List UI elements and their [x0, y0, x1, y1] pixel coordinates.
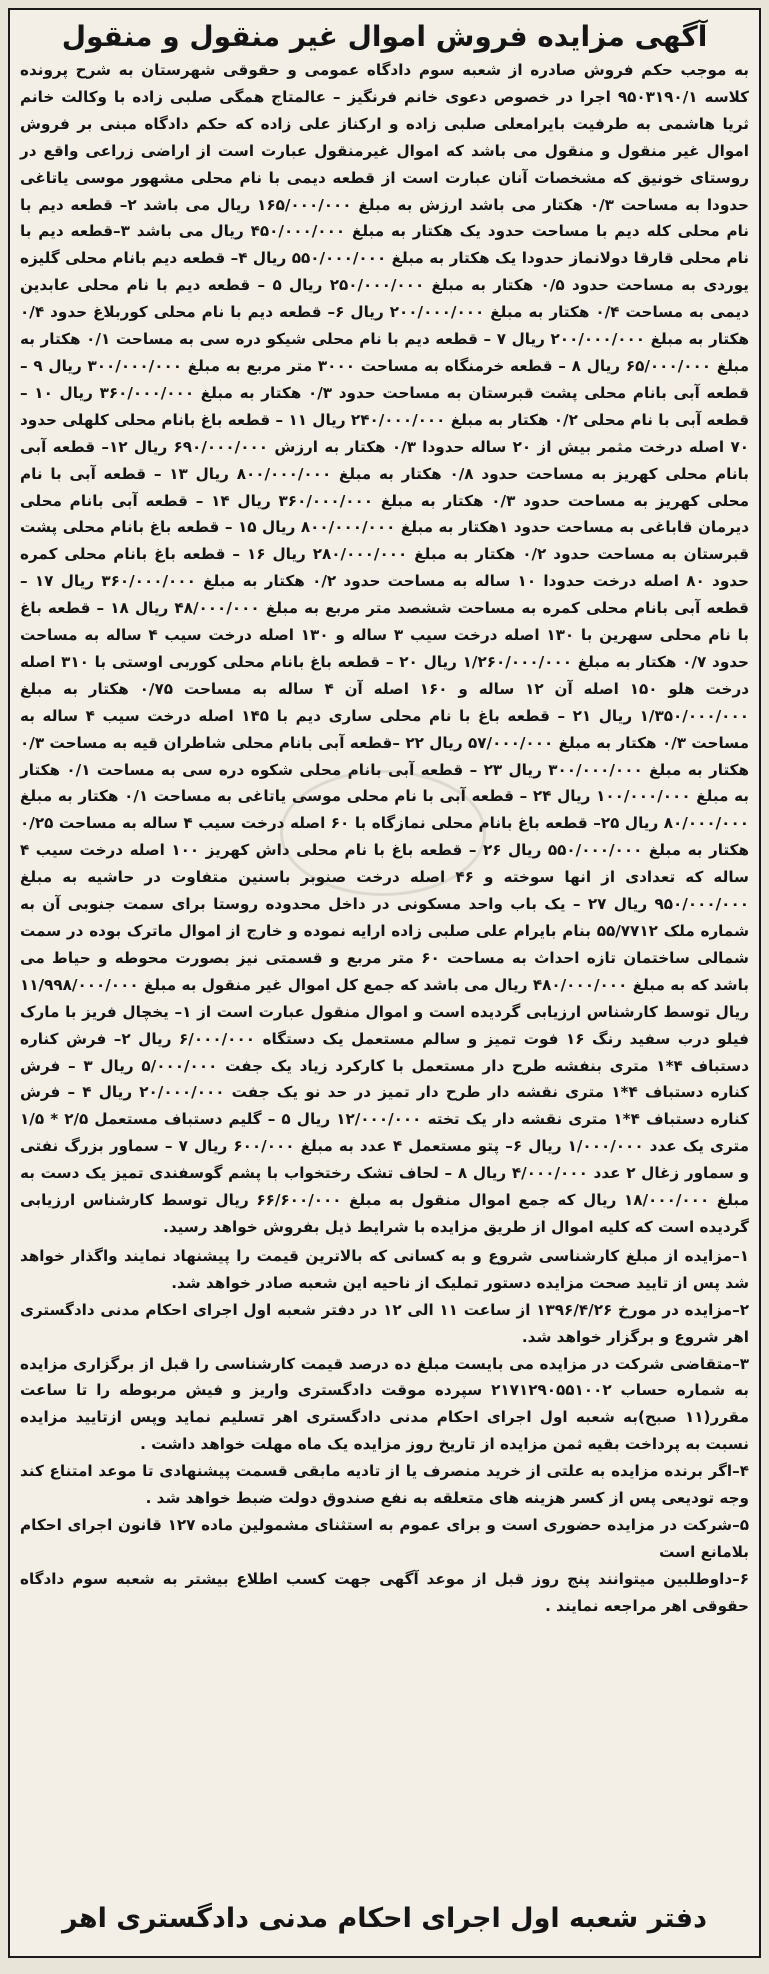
issuer-signature: دفتر شعبه اول اجرای احکام مدنی دادگستری اهر	[62, 1903, 707, 1934]
notice-page	[8, 8, 761, 1958]
condition-item: ۱–مزایده از مبلغ کارشناسی شروع و به کسانی که بالاترین قیمت را پیشنهاد نمایند واگذار خواهد شد پس از تایید صحت مزایده دستور تملیک از ناحیه این شعبه صادر خواهد شد.	[20, 1246, 749, 1292]
condition-item: ۴–اگر برنده مزایده به علتی از خرید منصرف یا از تادیه مابقی قسمت پیشنهادی تا موعد امتناع کند وجه تودیعی پس از کسر هزینه های متعلقه به نفع صندوق دولت ضبط خواهد شد .	[20, 1462, 749, 1508]
notice-title: آگهی مزایده فروش اموال غیر منقول و منقول	[61, 20, 708, 53]
condition-item: ۲–مزایده در مورخ ۱۳۹۶/۴/۲۶ از ساعت ۱۱ الی ۱۲ در دفتر شعبه اول اجرای احکام مدنی دادگستری اهر شروع و برگزار خواهد شد.	[20, 1300, 750, 1346]
condition-item: ۵–شرکت در مزایده حضوری است و برای عموم به استثنای مشمولین ماده ۱۲۷ قانون اجرای احکام بلامانع است	[20, 1515, 749, 1561]
condition-item: ۳–متقاضی شرکت در مزایده می بایست مبلغ ده درصد قیمت کارشناسی را قبل از برگزاری مزایده به شماره حساب ۲۱۷۱۲۹۰۵۵۱۰۰۲ سپرده موقت دادگستری واریز و فیش مربوطه را تا ساعت مقرر(۱۱ صبح)به شعبه اول اجرای احکام مدنی دادگستری اهر تسلیم نماید وپس ازتایید مزایده نسبت به پرداخت بقیه ثمن مزایده از تاریخ روز مزایده یک ماه مهلت خواهد داشت .	[20, 1354, 749, 1454]
faint-stamp-watermark	[280, 770, 486, 896]
condition-item: ۶–داوطلبین میتوانند پنج روز قبل از موعد آگهی جهت کسب اطلاع بیشتر به شعبه سوم دادگاه حقوقی اهر مراجعه نمایند .	[20, 1569, 749, 1615]
auction-conditions	[20, 1243, 749, 1620]
notice-intro-paragraph: به موجب حکم فروش صادره از شعبه سوم دادگاه عمومی و حقوقی شهرستان به شرح پرونده کلاسه ۹۵۰۳۱۹۰/۱ اجرا در خصوص دعوی خانم فرنگیز – عالمتاج همگی صلبی زاده با وکالت خانم ثریا هاشمی به طرفیت بایرامعلی صلبی زاده و ارکناز علی زاده که حکم دادگاه مبنی بر فروش اموال غیر منقول و منقول می باشد که اموال غیرمنقول عبارت است از اراضی زراعی واقع در روستای خونیق که مشخصات آنان عبارت است از قطعه دیمی با نام محلی مشهور موسی یاتاغی حدودا به مساحت ۰/۳ هکتار می باشد ارزش به مبلغ ۱۶۵/۰۰۰/۰۰۰ ریال می باشد ۲– قطعه دیم با نام محلی کله دیم با مساحت حدود یک هکتار به مبلغ ۴۵۰/۰۰۰/۰۰۰ ریال می باشد ۳–قطعه دیم با نام محلی قارقا دولانماز حدودا یک هکتار به مبلغ ۵۵۰/۰۰۰/۰۰۰ ریال ۴– قطعه دیم بانام محلی گلیزه یوردی به مساحت حدود ۰/۵ هکتار به مبلغ ۲۵۰/۰۰۰/۰۰۰ ریال ۵ – قطعه دیم با نام محلی عابدین دیمی به مساحت ۰/۴ هکتار به مبلغ ۲۰۰/۰۰۰/۰۰۰ ریال ۶– قطعه دیم با نام محلی کوربلاغ حدود ۰/۴ هکتار به مبلغ ۲۰۰/۰۰۰/۰۰۰ ریال ۷ – قطعه دیم با نام محلی شیکو دره سی به مساحت ۰/۱ هکتار به مبلغ ۶۵/۰۰۰/۰۰۰ ریال ۸ – قطعه خرمنگاه به مساحت ۳۰۰۰ متر مربع به مبلغ ۳۰۰/۰۰۰/۰۰۰ ریال ۹ – قطعه آبی بانام محلی پشت قبرستان به مساحت حدود ۰/۳ هکتار به مبلغ ۳۶۰/۰۰۰/۰۰۰ ریال ۱۰ – قطعه آبی با نام محلی ۰/۲ هکتار به مبلغ ۲۴۰/۰۰۰/۰۰۰ ریال ۱۱ – قطعه باغ بانام محلی کلهلی حدود ۷۰ اصله درخت مثمر بیش از ۲۰ ساله حدودا ۰/۳ هکتار به ارزش ۶۹۰/۰۰۰/۰۰۰ ریال ۱۲– قطعه آبی بانام محلی کهریز به مساحت حدود ۰/۸ هکتار به مبلغ ۸۰۰/۰۰۰/۰۰۰ ریال ۱۳ – قطعه آبی با نام محلی کهریز به مساحت حدود ۰/۳ هکتار به مبلغ ۳۶۰/۰۰۰/۰۰۰ ریال ۱۴ – قطعه آبی بانام محلی دیرمان قاباغی به مساحت حدود ۱هکتار به مبلغ ۸۰۰/۰۰۰/۰۰۰ ریال ۱۵ – قطعه باغ بانام محلی پشت قبرستان به مساحت حدود ۰/۲ هکتار به مبلغ ۲۸۰/۰۰۰/۰۰۰ ریال ۱۶ – قطعه باغ بانام محلی کمره حدود ۸۰ اصله درخت حدودا ۱۰ ساله به مساحت حدود ۰/۲ هکتار به مبلغ ۳۶۰/۰۰۰/۰۰۰ ریال ۱۷ – قطعه آبی بانام محلی کمره به مساحت ششصد متر مربع به مبلغ ۴۸/۰۰۰/۰۰۰ ریال ۱۸ – قطعه باغ با نام محلی سهرین با ۱۳۰ اصله درخت سیب ۳ ساله و ۱۳۰ اصله درخت سیب ۴ ساله به مساحت حدود ۰/۷ هکتار به مبلغ ۱/۲۶۰/۰۰۰/۰۰۰ ریال ۲۰ – قطعه باغ بانام محلی کوربی اوستی با ۳۱۰ اصله درخت هلو ۱۵۰ اصله آن ۱۲ ساله و ۱۶۰ اصله آن ۴ ساله به مساحت ۰/۷۵ هکتار به مبلغ ۱/۳۵۰/۰۰۰/۰۰۰ ریال ۲۱ – قطعه باغ با نام محلی ساری دیم با ۱۴۵ اصله درخت سیب ۴ ساله به مساحت ۰/۳ هکتار به مبلغ ۵۷/۰۰۰/۰۰۰ ریال ۲۲ –قطعه آبی بانام محلی شاطران قیه به مساحت ۰/۳ هکتار به مبلغ ۳۰۰/۰۰۰/۰۰۰ ریال ۲۳ – قطعه آبی بانام محلی شکوه دره سی به مساحت ۰/۱ هکتار به مبلغ ۱۰۰/۰۰۰/۰۰۰ ریال ۲۴ – قطعه آبی با نام محلی موسی یاتاغی به مساحت ۰/۱ هکتار به مبلغ ۸۰/۰۰۰/۰۰۰ ریال ۲۵– قطعه باغ بانام محلی نمازگاه با ۶۰ اصله درخت سیب ۴ ساله به مساحت ۰/۲۵ هکتار به مبلغ ۵۵۰/۰۰۰/۰۰۰ ریال ۲۶ – قطعه باغ با نام محلی داش کهریز ۱۰۰ اصله درخت سیب ۴ ساله که تعدادی از انها سوخته و ۴۶ اصله درخت صنوبر باسنین متفاوت در حاشیه به مبلغ ۹۵۰/۰۰۰/۰۰۰ ریال ۲۷ – یک باب واحد مسکونی در داخل محدوده روستا برای سمت جنوبی آن به شماره ملک ۵۵/۷۷۱۲ بنام بایرام علی صلبی زاده ارایه نموده و خارج از اموال ماترک بوده در سمت شمالی ساختمان تازه احداث به مساحت ۶۰ متر مربع و قسمتی نیز بصورت محوطه و حیاط می باشد که به مبلغ ۴۸۰/۰۰۰/۰۰۰ ریال می باشد که جمع کل اموال غیر منقول به مبلغ ۱۱/۹۹۸/۰۰۰/۰۰۰ ریال توسط کارشناس ارزیابی گردیده است و اموال منقول عبارت است از ۱– یخچال فریز با مارک فیلو درب سفید رنگ ۱۶ فوت تمیز و سالم مستعمل یک دستگاه ۶/۰۰۰/۰۰۰ ریال ۲– فرش کناره دستباف ۴*۱ متری بنفشه طرح دار مستعمل با کارکرد زیاد یک جفت ۵/۰۰۰/۰۰۰ ریال ۳ – فرش کناره دستباف ۴*۱ متری نقشه دار طرح دار تمیز در حد نو یک جفت ۲۰/۰۰۰/۰۰۰ ریال ۴ – فرش کناره دستباف ۴*۱ متری نقشه دار یک تخته ۱۲/۰۰۰/۰۰۰ ریال ۵ – گلیم دستباف مستعمل ۲/۵ * ۱/۵ متری یک عدد ۱/۰۰۰/۰۰۰ ریال ۶– پتو مستعمل ۴ عدد به مبلغ ۶۰۰/۰۰۰ ریال ۷ – سماور بزرگ نفتی و سماور زغال ۲ عدد ۴/۰۰۰/۰۰۰ ریال ۸ – لحاف تشک رختخواب با پشم گوسفندی تمیز یک دست به مبلغ ۱۸/۰۰۰/۰۰۰ ریال که جمع اموال منقول به مبلغ ۶۶/۶۰۰/۰۰۰ ریال توسط کارشناس ارزیابی گردیده است که کلیه اموال از طریق مزایده با شرایط ذیل بفروش خواهد رسید.	[20, 61, 750, 1236]
